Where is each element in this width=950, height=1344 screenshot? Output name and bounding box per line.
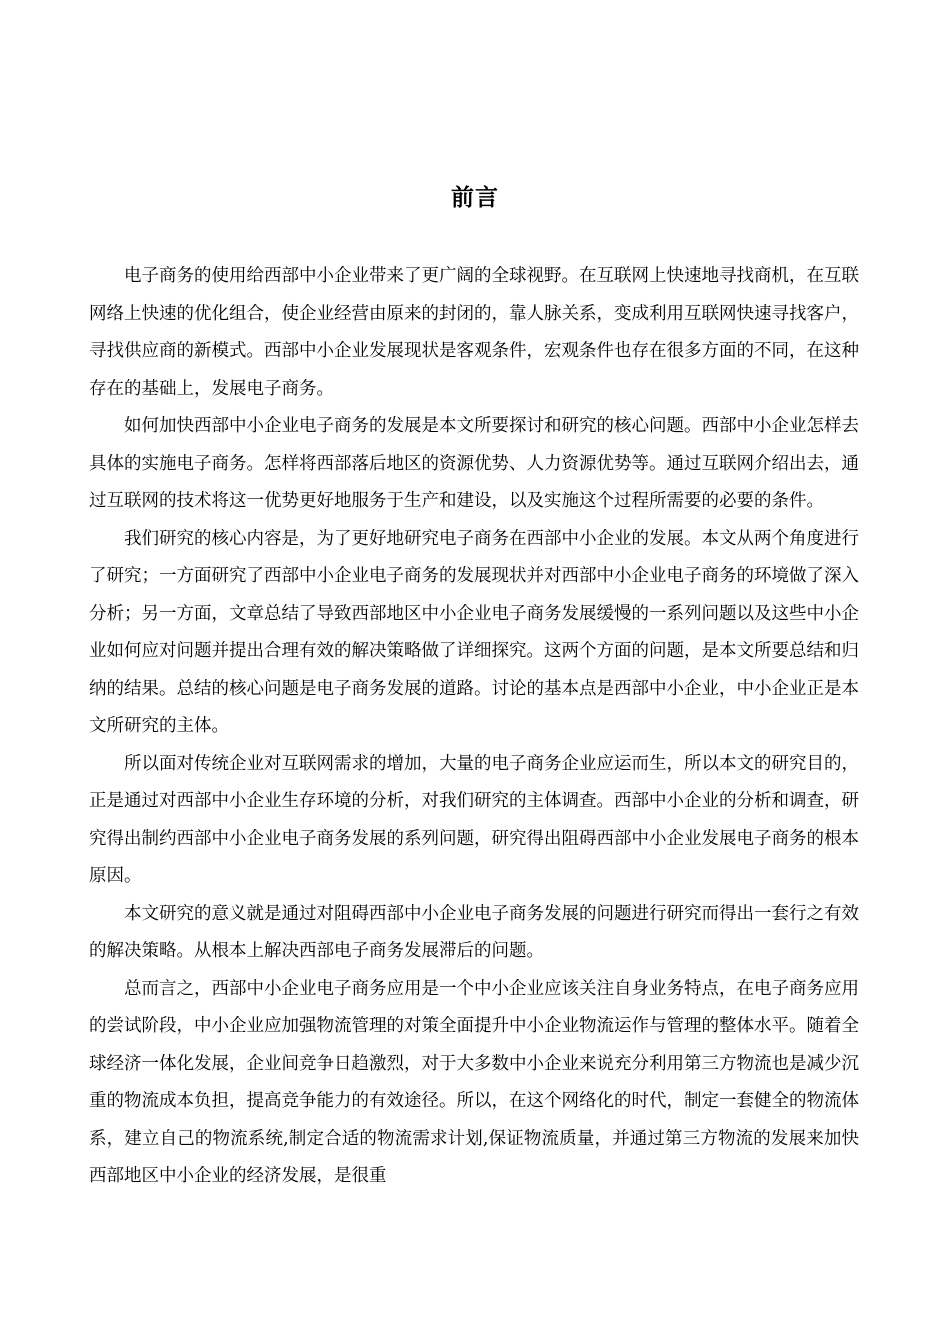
paragraph-3: 我们研究的核心内容是，为了更好地研究电子商务在西部中小企业的发展。本文从两个角度进行了研究；一方面研究了西部中小企业电子商务的发展现状并对西部中小企业电子商务的环境做了深入分析；另一方面，文章总结了导致西部地区中小企业电子商务发展缓慢的一系列问题以及这些中小企业如何应对问题并提出合理有效的解决策略做了详细探究。这两个方面的问题，是本文所要总结和归纳的结果。总结的核心问题是电子商务发展的道路。讨论的基本点是西部中小企业，中小企业正是本文所研究的主体。 <box>89 528 859 736</box>
document-body <box>89 258 859 1196</box>
paragraph-4: 所以面对传统企业对互联网需求的增加，大量的电子商务企业应运而生，所以本文的研究目的，正是通过对西部中小企业生存环境的分析，对我们研究的主体调查。西部中小企业的分析和调查，研究得出制约西部中小企业电子商务发展的系列问题，研究得出阻碍西部中小企业发展电子商务的根本原因。 <box>89 753 859 886</box>
paragraph-1: 电子商务的使用给西部中小企业带来了更广阔的全球视野。在互联网上快速地寻找商机，在互联网络上快速的优化组合，使企业经营由原来的封闭的，靠人脉关系，变成利用互联网快速寻找客户，寻找供应商的新模式。西部中小企业发展现状是客观条件，宏观条件也存在很多方面的不同，在这种存在的基础上，发展电子商务。 <box>89 266 859 399</box>
paragraph-6: 总而言之，西部中小企业电子商务应用是一个中小企业应该关注自身业务特点，在电子商务应用的尝试阶段，中小企业应加强物流管理的对策全面提升中小企业物流运作与管理的整体水平。随着全球经济一体化发展，企业间竞争日趋激烈，对于大多数中小企业来说充分利用第三方物流也是减少沉重的物流成本负担，提高竞争能力的有效途径。所以，在这个网络化的时代，制定一套健全的物流体系，建立自己的物流系统,制定合适的物流需求计划,保证物流质量，并通过第三方物流的发展来加快西部地区中小企业的经济发展，是很重 <box>89 978 859 1186</box>
paragraph-5: 本文研究的意义就是通过对阻碍西部中小企业电子商务发展的问题进行研究而得出一套行之有效的解决策略。从根本上解决西部电子商务发展滞后的问题。 <box>89 903 859 961</box>
page-title: 前言 <box>451 185 499 211</box>
paragraph-2: 如何加快西部中小企业电子商务的发展是本文所要探讨和研究的核心问题。西部中小企业怎样去具体的实施电子商务。怎样将西部落后地区的资源优势、人力资源优势等。通过互联网介绍出去，通过互联网的技术将这一优势更好地服务于生产和建设，以及实施这个过程所需要的必要的条件。 <box>89 416 859 511</box>
